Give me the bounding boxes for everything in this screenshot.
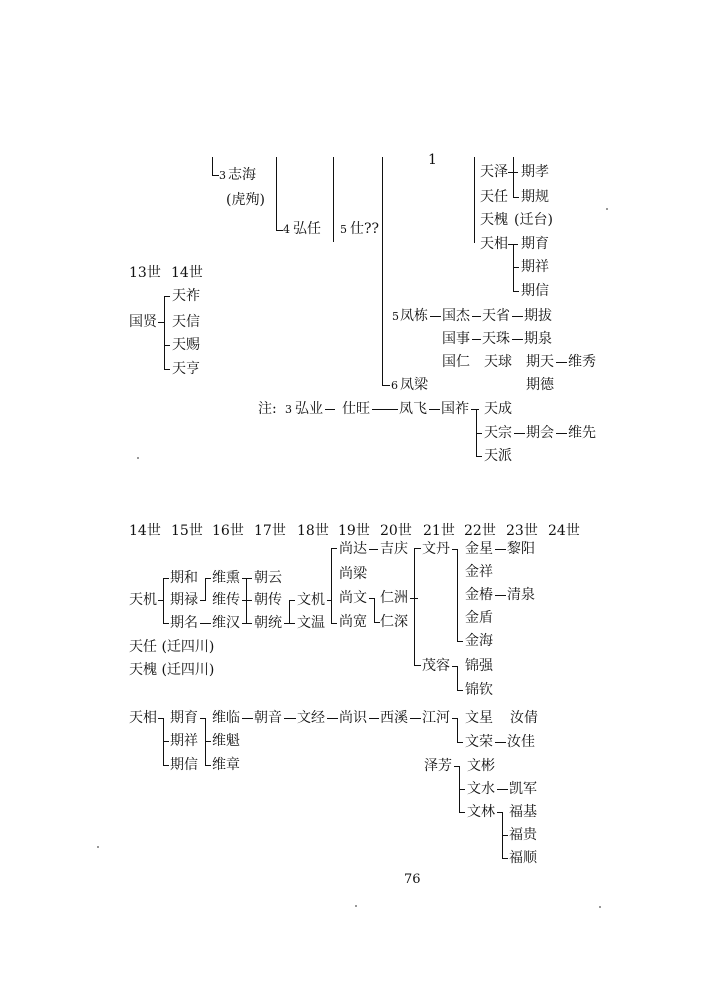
person-name: 维魁 — [212, 733, 240, 749]
person-name: 弘业 — [295, 401, 323, 417]
branch-line — [331, 623, 337, 624]
generation-header: 23世 — [506, 523, 538, 539]
branch-line — [205, 578, 206, 600]
scan-speck — [97, 846, 99, 848]
branch-line — [457, 641, 463, 642]
person-name: 江河 — [422, 710, 450, 726]
person-name: 维汉 — [212, 615, 240, 631]
branch-line — [164, 296, 165, 369]
gen-number: 5 — [392, 310, 399, 323]
branch-line — [429, 409, 440, 410]
branch-line — [502, 835, 508, 836]
person-name: 西溪 — [380, 710, 408, 726]
person-name: 茂容 — [422, 658, 450, 674]
person-name: 尚识 — [339, 710, 367, 726]
person-name: 文林 — [467, 804, 495, 820]
person-name: 天球 — [484, 354, 512, 370]
branch-line — [495, 742, 506, 743]
person-name: 维熏 — [212, 570, 240, 586]
branch-line — [276, 157, 277, 230]
scan-speck — [606, 208, 608, 210]
trunk-line — [382, 157, 383, 385]
branch-line — [163, 578, 164, 623]
person-name: 锦强 — [465, 658, 493, 674]
person-name: 天派 — [484, 448, 512, 464]
branch-line — [474, 157, 475, 243]
person-name: 仕旺 — [342, 401, 370, 417]
person-name: 文丹 — [422, 541, 450, 557]
person-name: 天省 — [482, 308, 510, 324]
person-name: 国仁 — [442, 354, 470, 370]
branch-line — [163, 578, 169, 579]
person-name: 期德 — [526, 377, 554, 393]
branch-line — [495, 549, 506, 550]
generation-header: 16世 — [212, 523, 244, 539]
note-mark: 1 — [428, 152, 437, 168]
person-name: 期信 — [170, 757, 198, 773]
branch-line — [284, 718, 296, 719]
person-name: 天槐 (迁四川) — [129, 662, 215, 678]
scan-speck — [355, 905, 357, 907]
branch-line — [242, 600, 252, 601]
branch-line — [514, 433, 525, 434]
person-name: 天珠 — [482, 331, 510, 347]
person-name: 期孝 — [521, 164, 549, 180]
branch-line — [212, 175, 219, 176]
branch-line — [457, 666, 458, 690]
branch-line — [276, 230, 283, 231]
branch-line — [471, 409, 479, 410]
branch-line — [372, 409, 398, 410]
person-name: 文水 — [467, 781, 495, 797]
branch-line — [495, 595, 506, 596]
person-name: 期规 — [521, 189, 549, 205]
person-name: 朝传 — [254, 592, 282, 608]
branch-line — [331, 548, 337, 549]
generation-header: 24世 — [548, 523, 580, 539]
person-name: 金星 — [465, 541, 493, 557]
person-name: 文机 — [297, 592, 325, 608]
person-name: 泽芳 — [424, 758, 452, 774]
person-name: 志海 — [228, 167, 256, 183]
branch-line — [502, 858, 508, 859]
generation-header: 18世 — [297, 523, 329, 539]
branch-line — [369, 549, 378, 550]
branch-line — [472, 316, 481, 317]
branch-line — [242, 718, 253, 719]
person-name: 金祥 — [465, 564, 493, 580]
branch-line — [457, 718, 458, 742]
branch-line — [327, 718, 338, 719]
branch-line — [512, 339, 523, 340]
branch-line — [414, 665, 421, 666]
person-name: 期天 — [526, 354, 554, 370]
branch-line — [164, 345, 170, 346]
person-name: 国贤 — [129, 314, 157, 330]
branch-line — [289, 600, 290, 623]
person-name: 维章 — [212, 757, 240, 773]
person-name: 天宗 — [484, 425, 512, 441]
person-name: 天相 — [129, 710, 157, 726]
branch-line — [242, 578, 252, 579]
person-name: 期名 — [170, 615, 198, 631]
branch-line — [414, 548, 415, 665]
person-name: 福贵 — [509, 827, 537, 843]
branch-line — [205, 578, 211, 579]
branch-line — [369, 718, 379, 719]
scan-speck — [599, 906, 601, 908]
person-name: 期会 — [526, 425, 554, 441]
person-name: 文彬 — [467, 758, 495, 774]
branch-line — [457, 690, 463, 691]
person-name: 维秀 — [568, 354, 596, 370]
branch-line — [410, 718, 421, 719]
person-name: 尚梁 — [339, 566, 367, 582]
person-name: 期拔 — [524, 308, 552, 324]
person-name: 国事 — [442, 331, 470, 347]
person-name: 天信 — [172, 314, 200, 330]
person-name: 福基 — [509, 804, 537, 820]
person-alias: (虎殉) — [226, 192, 265, 208]
branch-line — [459, 812, 465, 813]
person-name: 仁深 — [380, 614, 408, 630]
person-name: 吉庆 — [380, 541, 408, 557]
gen-number: 3 — [285, 403, 292, 416]
person-name: 文荣 — [465, 734, 493, 750]
person-name: 国祚 — [441, 401, 469, 417]
branch-line — [476, 456, 482, 457]
branch-line — [163, 741, 169, 742]
person-name: 尚达 — [339, 541, 367, 557]
generation-header: 22世 — [464, 523, 496, 539]
person-name: 天槐 — [480, 212, 508, 228]
branch-line — [242, 623, 252, 624]
person-name: 汝倩 — [510, 710, 538, 726]
generation-header: 14世 — [171, 265, 203, 281]
scan-speck — [137, 457, 139, 459]
person-name: 期祥 — [170, 733, 198, 749]
person-name: 凤飞 — [399, 401, 427, 417]
branch-line — [513, 267, 519, 268]
person-name: 期祥 — [521, 259, 549, 275]
branch-line — [163, 765, 169, 766]
branch-line — [513, 157, 514, 197]
generation-header: 17世 — [254, 523, 286, 539]
branch-line — [374, 598, 375, 622]
branch-line — [556, 433, 567, 434]
generation-header: 15世 — [171, 523, 203, 539]
person-note: (迁台) — [514, 212, 553, 228]
person-name: 天机 — [129, 592, 157, 608]
generation-header: 20世 — [380, 523, 412, 539]
person-name: 期育 — [521, 236, 549, 252]
person-name: 凤栋 — [400, 308, 428, 324]
branch-line — [164, 296, 170, 297]
person-name: 期禄 — [170, 592, 198, 608]
branch-line — [472, 339, 481, 340]
branch-line — [205, 765, 211, 766]
branch-line — [200, 623, 211, 624]
generation-header: 14世 — [129, 523, 161, 539]
branch-line — [497, 789, 508, 790]
branch-line — [325, 409, 335, 410]
gen-number: 6 — [391, 379, 398, 392]
person-name: 期信 — [521, 283, 549, 299]
person-name: 期泉 — [524, 331, 552, 347]
person-name: 仁洲 — [380, 590, 408, 606]
person-name: 弘任 — [293, 221, 321, 237]
branch-line — [430, 316, 441, 317]
person-name: 凤梁 — [400, 377, 428, 393]
person-name: 金椿 — [465, 587, 493, 603]
branch-line — [513, 291, 519, 292]
person-name: 尚宽 — [339, 614, 367, 630]
person-name: 天任 — [480, 189, 508, 205]
note-prefix: 注: — [258, 401, 277, 417]
branch-line — [457, 742, 463, 743]
branch-line — [289, 623, 295, 624]
page-number: 76 — [404, 872, 421, 887]
person-name: 天泽 — [480, 164, 508, 180]
person-name: 汝佳 — [507, 734, 535, 750]
person-name: 天赐 — [172, 337, 200, 353]
branch-line — [212, 157, 213, 175]
branch-line — [205, 741, 211, 742]
branch-line — [163, 623, 169, 624]
person-name: 期和 — [170, 570, 198, 586]
branch-line — [200, 600, 206, 601]
generation-header: 21世 — [423, 523, 455, 539]
gen-number: 3 — [219, 169, 226, 182]
person-name: 福顺 — [509, 850, 537, 866]
person-name: 期育 — [170, 710, 198, 726]
person-name: 天成 — [484, 401, 512, 417]
person-name: 锦钦 — [465, 682, 493, 698]
person-name: 文温 — [297, 615, 325, 631]
person-name: 维先 — [568, 425, 596, 441]
person-name: 文经 — [297, 710, 325, 726]
person-name: 凯军 — [509, 781, 537, 797]
person-name: 天相 — [480, 236, 508, 252]
branch-line — [512, 316, 523, 317]
branch-line — [331, 548, 332, 623]
branch-line — [289, 600, 295, 601]
person-name: 黎阳 — [507, 541, 535, 557]
person-name: 清泉 — [507, 587, 535, 603]
person-name: 维临 — [212, 710, 240, 726]
branch-line — [382, 385, 390, 386]
person-name: 金盾 — [465, 610, 493, 626]
person-name: 仕?? — [350, 221, 380, 237]
person-name: 天任 (迁四川) — [129, 639, 215, 655]
branch-line — [556, 362, 567, 363]
branch-line — [513, 197, 519, 198]
gen-number: 4 — [283, 223, 290, 236]
person-name: 维传 — [212, 592, 240, 608]
branch-line — [459, 789, 465, 790]
branch-line — [476, 433, 482, 434]
person-name: 天祚 — [172, 288, 200, 304]
branch-line — [414, 548, 421, 549]
branch-line — [333, 157, 334, 242]
person-name: 文星 — [465, 710, 493, 726]
gen-number: 5 — [340, 223, 347, 236]
branch-line — [164, 369, 170, 370]
branch-line — [457, 549, 458, 641]
person-name: 朝云 — [254, 570, 282, 586]
generation-header: 13世 — [129, 265, 161, 281]
generation-header: 19世 — [338, 523, 370, 539]
person-name: 国杰 — [442, 308, 470, 324]
person-name: 金海 — [465, 633, 493, 649]
person-name: 天亨 — [172, 361, 200, 377]
person-name: 朝统 — [254, 615, 282, 631]
person-name: 朝音 — [254, 710, 282, 726]
person-name: 尚文 — [339, 590, 367, 606]
